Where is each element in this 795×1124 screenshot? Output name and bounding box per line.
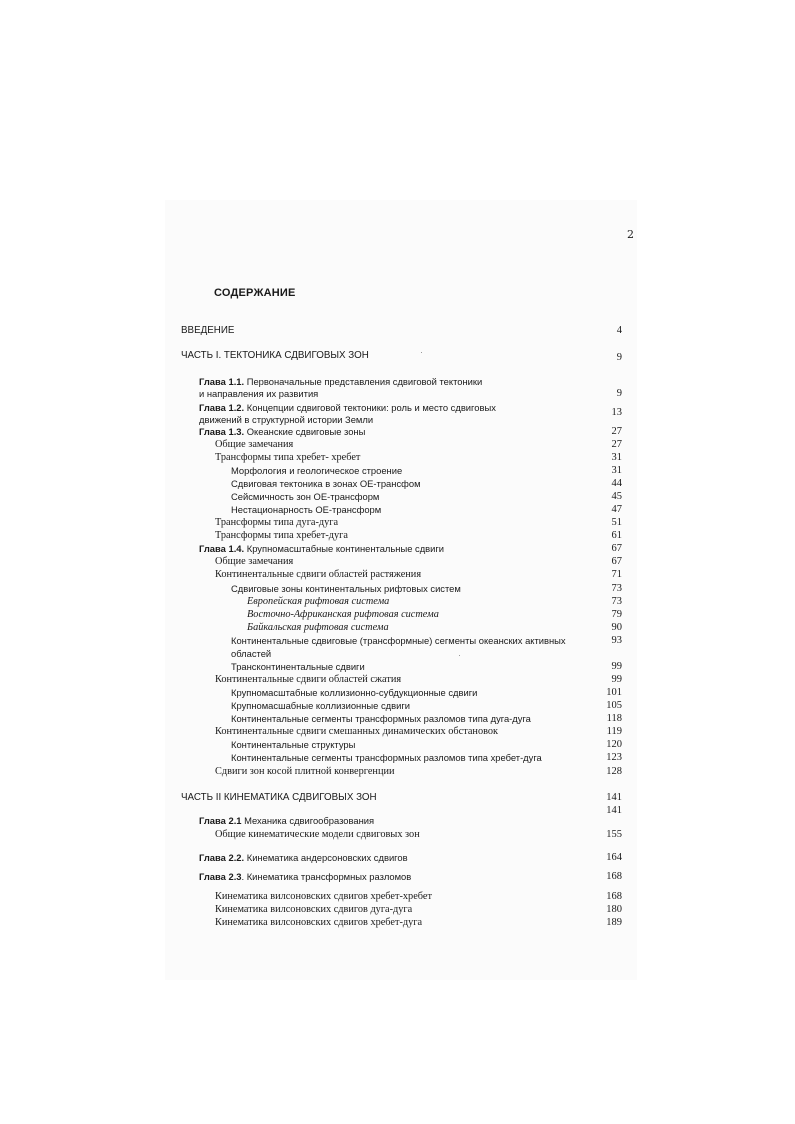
scan-speck xyxy=(459,655,460,656)
toc-entry-label: Кинематика вилсоновских сдвигов хребет-хребет xyxy=(215,891,432,902)
toc-entry-label: ЧАСТЬ II КИНЕМАТИКА СДВИГОВЫХ ЗОН xyxy=(181,792,377,803)
toc-entry-page: 73 xyxy=(611,583,622,594)
chapter-prefix: Глава 2.1 xyxy=(199,815,242,826)
toc-entry-label: Крупномасштабные коллизионно-субдукционные сдвиги xyxy=(231,687,478,698)
toc-entry-east-african-rift[interactable] xyxy=(0,609,795,623)
toc-entry-page: 51 xyxy=(611,517,622,528)
toc-entry-label: Трансформы типа дуга-дуга xyxy=(215,517,339,528)
toc-entry-page: 189 xyxy=(606,917,622,928)
chapter-prefix: Глава 2.2. xyxy=(199,852,245,863)
toc-entry-compression[interactable] xyxy=(0,674,795,688)
toc-entry-chapter-1-4[interactable] xyxy=(0,543,795,557)
toc-entry-part-2[interactable] xyxy=(0,792,795,806)
toc-entry-label: Общие кинематические модели сдвиговых зон xyxy=(215,829,420,840)
toc-entry-label xyxy=(199,402,496,414)
toc-entry-page: 27 xyxy=(611,426,622,437)
toc-entry-page: 101 xyxy=(606,687,622,698)
toc-entry-page: 168 xyxy=(606,871,622,882)
toc-entry-ridge-arc-segments[interactable] xyxy=(0,752,795,766)
toc-entry-label-line2: областей xyxy=(231,648,272,659)
toc-entry-page: 141 xyxy=(606,805,622,816)
toc-entry-page: 99 xyxy=(611,661,622,672)
toc-entry-seismicity[interactable] xyxy=(0,491,795,505)
toc-entry-label: Сдвиговая тектоника в зонах ОЕ-трансфом xyxy=(231,478,421,489)
toc-entry-label: Кинематика вилсоновских сдвигов дуга-дуга xyxy=(215,904,413,915)
toc-entry-intro[interactable] xyxy=(0,325,795,339)
toc-entry-label: Континентальные структуры xyxy=(231,739,356,750)
chapter-text: . Кинематика трансформных разломов xyxy=(241,871,412,882)
toc-entry-page: 4 xyxy=(616,325,622,336)
toc-entry-oblique-convergence[interactable] xyxy=(0,766,795,780)
toc-entry-label: ЧАСТЬ I. ТЕКТОНИКА СДВИГОВЫХ ЗОН xyxy=(181,350,369,361)
toc-entry-nonstationarity[interactable] xyxy=(0,504,795,518)
toc-entry-label: Сдвиги зон косой плитной конвергенции xyxy=(215,766,395,777)
toc-entry-label: Континентальные сдвиги смешанных динамических обстановок xyxy=(215,726,499,737)
toc-entry-chapter-2-1[interactable] xyxy=(0,805,795,829)
toc-entry-page: 67 xyxy=(611,556,622,567)
toc-entry-page: 71 xyxy=(611,569,622,580)
toc-entry-label xyxy=(199,543,444,555)
scan-speck xyxy=(421,352,422,353)
toc-entry-page: 128 xyxy=(606,766,622,777)
chapter-text: Концепции сдвиговой тектоники: роль и место сдвиговых xyxy=(244,402,496,413)
toc-entry-page: 47 xyxy=(611,504,622,515)
toc-entry-extension[interactable] xyxy=(0,569,795,583)
toc-entry-arc-arc[interactable] xyxy=(0,517,795,531)
toc-entry-page: 45 xyxy=(611,491,622,502)
toc-entry-transcontinental[interactable] xyxy=(0,661,795,675)
toc-entry-chapter-1-1[interactable] xyxy=(0,376,795,402)
toc-entry-page: 67 xyxy=(611,543,622,554)
toc-entry-label: Континентальные сдвиговые (трансформные) сегменты океанских активных xyxy=(231,635,566,646)
toc-entry-page: 31 xyxy=(611,465,622,476)
chapter-text: Океанские сдвиговые зоны xyxy=(244,426,366,437)
toc-entry-page: 155 xyxy=(606,829,622,840)
toc-entry-european-rift[interactable] xyxy=(0,596,795,610)
chapter-prefix: Глава 2.3 xyxy=(199,871,242,882)
toc-entry-page: 168 xyxy=(606,891,622,902)
toc-entry-label: Морфология и геологическое строение xyxy=(231,465,403,476)
toc-entry-collision[interactable] xyxy=(0,700,795,714)
toc-entry-page: 13 xyxy=(611,407,622,418)
toc-entry-label xyxy=(199,376,482,388)
toc-entry-ridge-arc[interactable] xyxy=(0,530,795,544)
toc-entry-page: 73 xyxy=(611,596,622,607)
toc-entry-kinematics-ridge-ridge[interactable] xyxy=(0,891,795,905)
toc-entry-kinematic-models[interactable] xyxy=(0,829,795,843)
toc-entry-page: 44 xyxy=(611,478,622,489)
chapter-text: Крупномасштабные континентальные сдвиги xyxy=(244,543,445,554)
toc-entry-page: 120 xyxy=(606,739,622,750)
toc-entry-label: Восточно-Африканская рифтовая система xyxy=(247,609,439,620)
toc-entry-label xyxy=(199,871,411,883)
toc-entry-arc-segments[interactable] xyxy=(0,713,795,727)
toc-entry-label: ВВЕДЕНИЕ xyxy=(181,325,235,336)
toc-entry-label-line2: движений в структурной истории Земли xyxy=(199,414,374,425)
toc-entry-page: 61 xyxy=(611,530,622,541)
toc-entry-page: 79 xyxy=(611,609,622,620)
toc-entry-label: Трансконтинентальные сдвиги xyxy=(231,661,365,672)
toc-entry-label: Общие замечания xyxy=(215,556,294,567)
toc-entry-page: 99 xyxy=(611,674,622,685)
chapter-text: Механика сдвигообразования xyxy=(241,815,375,826)
chapter-prefix: Глава 1.1. xyxy=(199,376,245,387)
chapter-prefix: Глава 1.4. xyxy=(199,543,245,554)
toc-entry-label: Сдвиговые зоны континентальных рифтовых систем xyxy=(231,583,461,594)
chapter-text: Кинематика андерсоновских сдвигов xyxy=(244,852,408,863)
toc-entry-transform-segments[interactable] xyxy=(0,635,795,661)
page-number: 2 xyxy=(627,228,634,241)
chapter-prefix: Глава 1.3. xyxy=(199,426,245,437)
toc-entry-label: Континентальные сдвиги областей растяжения xyxy=(215,569,422,580)
toc-entry-page: 9 xyxy=(616,388,622,399)
toc-entry-general-remarks[interactable] xyxy=(0,439,795,453)
toc-entry-page: 123 xyxy=(606,752,622,763)
toc-entry-shear-tectonics[interactable] xyxy=(0,478,795,492)
toc-entry-label: Сейсмичность зон ОЕ-трансформ xyxy=(231,491,380,502)
toc-entry-label: Трансформы типа хребет- хребет xyxy=(215,452,361,463)
toc-entry-chapter-2-3[interactable] xyxy=(0,871,795,885)
toc-entry-label-line2: и направления их развития xyxy=(199,388,319,399)
page-title: СОДЕРЖАНИЕ xyxy=(214,287,296,299)
toc-entry-label: Общие замечания xyxy=(215,439,294,450)
toc-entry-rift-systems[interactable] xyxy=(0,583,795,597)
toc-entry-chapter-1-3[interactable] xyxy=(0,426,795,440)
toc-entry-label xyxy=(199,852,408,864)
toc-entry-page: 31 xyxy=(611,452,622,463)
toc-entry-label: Нестационарность ОЕ-трансформ xyxy=(231,504,382,515)
toc-entry-label: Байкальская рифтовая система xyxy=(247,622,389,633)
toc-entry-page: 9 xyxy=(616,352,622,363)
toc-entry-label: Европейская рифтовая система xyxy=(247,596,390,607)
toc-entry-mixed-settings[interactable] xyxy=(0,726,795,740)
toc-entry-page: 141 xyxy=(606,792,622,803)
toc-entry-page: 27 xyxy=(611,439,622,450)
chapter-text: Первоначальные представления сдвиговой тектоники xyxy=(244,376,483,387)
toc-entry-part-1[interactable] xyxy=(0,350,795,364)
toc-entry-page: 105 xyxy=(606,700,622,711)
toc-entry-page: 180 xyxy=(606,904,622,915)
toc-entry-page: 118 xyxy=(606,713,622,724)
toc-entry-kinematics-ridge-arc[interactable] xyxy=(0,917,795,931)
toc-entry-kinematics-arc-arc[interactable] xyxy=(0,904,795,918)
toc-entry-general-remarks-2[interactable] xyxy=(0,556,795,570)
toc-entry-baikal-rift[interactable] xyxy=(0,622,795,636)
toc-entry-label: Крупномасшабные коллизионные сдвиги xyxy=(231,700,410,711)
toc-entry-label xyxy=(199,426,365,438)
toc-entry-page: 90 xyxy=(611,622,622,633)
toc-entry-continental-structures[interactable] xyxy=(0,739,795,753)
toc-entry-page: 93 xyxy=(611,635,622,646)
toc-entry-chapter-2-2[interactable] xyxy=(0,852,795,866)
toc-entry-label: Континентальные сегменты трансформных разломов типа хребет-дуга xyxy=(231,752,542,763)
toc-entry-label: Континентальные сдвиги областей сжатия xyxy=(215,674,402,685)
toc-entry-label: Континентальные сегменты трансформных разломов типа дуга-дуга xyxy=(231,713,531,724)
toc-entry-ridge-ridge[interactable] xyxy=(0,452,795,466)
toc-entry-morphology[interactable] xyxy=(0,465,795,479)
toc-entry-page: 119 xyxy=(606,726,622,737)
toc-entry-label: Кинематика вилсоновских сдвигов хребет-дуга xyxy=(215,917,423,928)
toc-entry-label xyxy=(199,815,374,827)
toc-entry-page: 164 xyxy=(606,852,622,863)
toc-entry-label: Трансформы типа хребет-дуга xyxy=(215,530,348,541)
chapter-prefix: Глава 1.2. xyxy=(199,402,245,413)
toc-entry-chapter-1-2[interactable] xyxy=(0,402,795,428)
toc-entry-collision-subduction[interactable] xyxy=(0,687,795,701)
